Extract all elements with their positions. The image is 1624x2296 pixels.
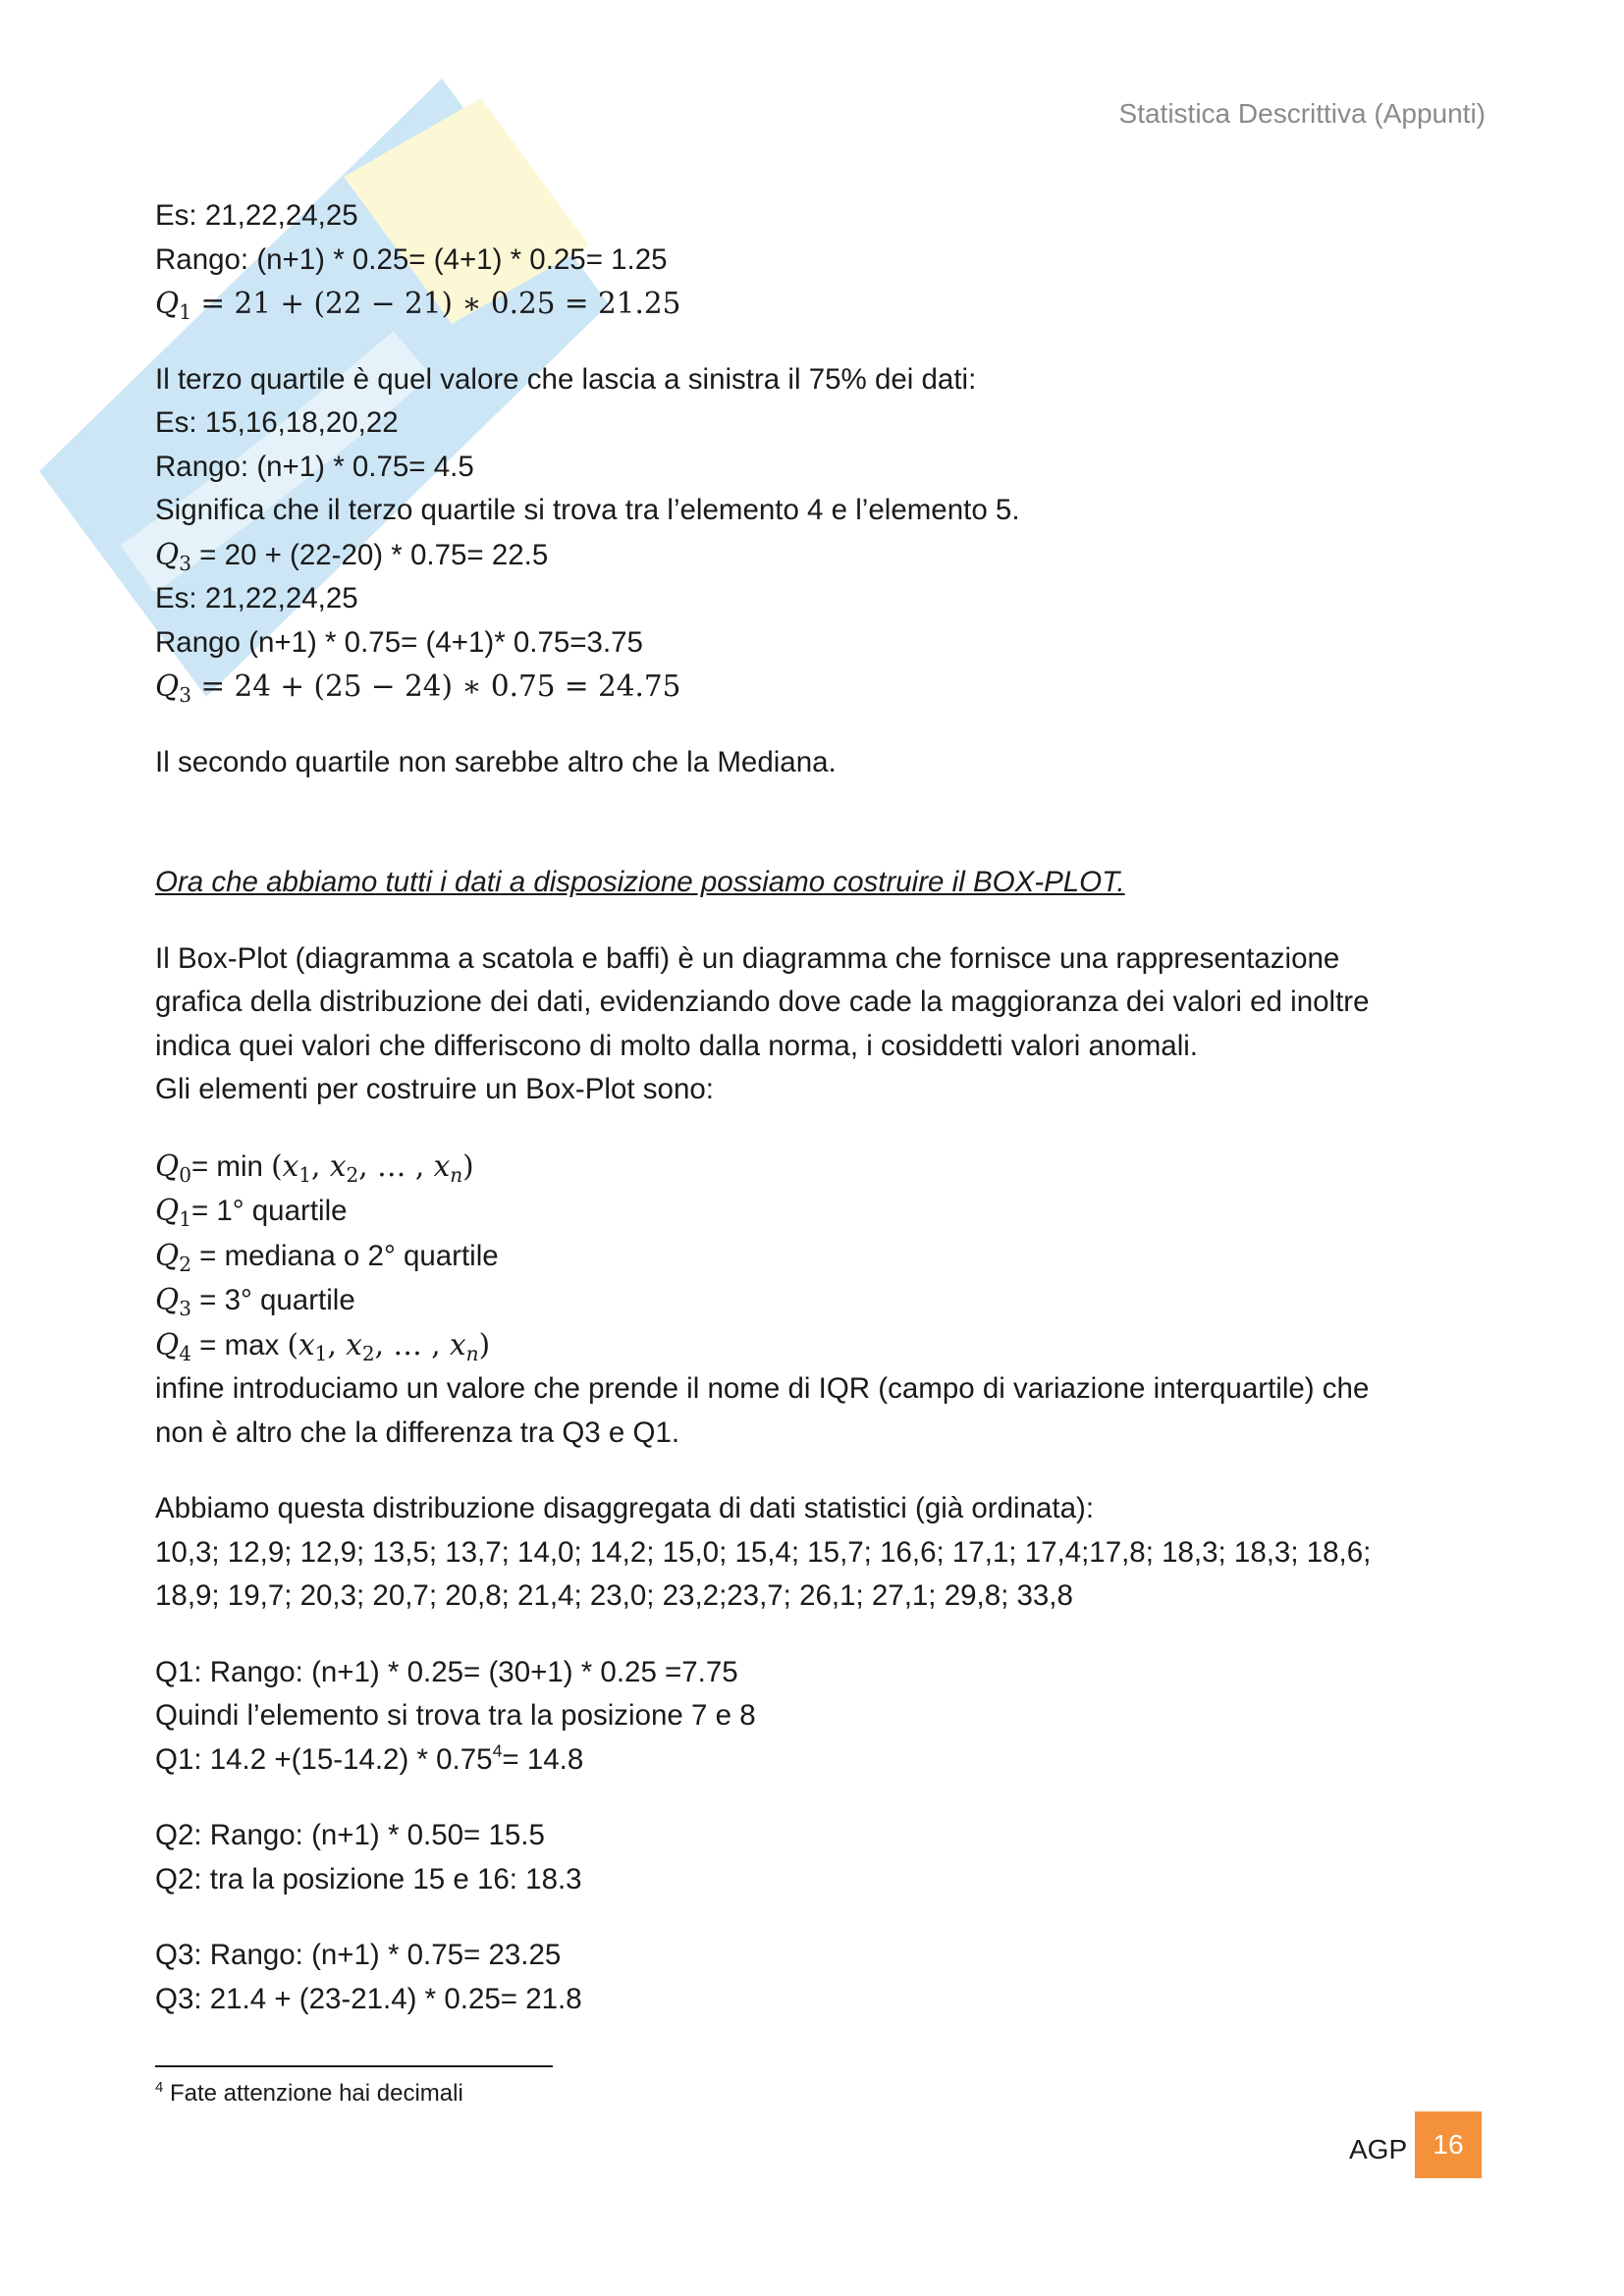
iqr-definition: infine introduciamo un valore che prende il nome di IQR (campo di variazione interquartile) che [155, 1372, 1370, 1405]
page-number-badge: 16 [1415, 2111, 1482, 2178]
boxplot-desc-line: Il Box-Plot (diagramma a scatola e baffi) è un diagramma che fornisce una rappresentazione [155, 941, 1340, 975]
second-quartile-note: Il secondo quartile non sarebbe altro che la Mediana. [155, 745, 837, 778]
q1-rank: Q1: Rango: (n+1) * 0.25= (30+1) * 0.25 =7.75 [155, 1655, 738, 1688]
q1-example-data: Es: 21,22,24,25 [155, 199, 358, 232]
distribution-intro: Abbiamo questa distribuzione disaggregata di dati statistici (già ordinata): [155, 1492, 1095, 1524]
element-q2: $Q_2$ = mediana o 2° quartile [155, 1238, 499, 1276]
q3-example1-data: Es: 15,16,18,20,22 [155, 406, 399, 439]
iqr-definition-cont: non è altro che la differenza tra Q3 e Q1. [155, 1415, 680, 1449]
element-q1: $Q_1= 1^\circ$ quartile [155, 1194, 348, 1232]
distribution-values-line1: 10,3; 12,9; 12,9; 13,5; 13,7; 14,0; 14,2; 15,0; 15,4; 15,7; 16,6; 17,1; 17,4;17,8; 18,3; 18,3; 18,6; [155, 1535, 1372, 1569]
page-body [155, 194, 1471, 2021]
q3-example1-formula: $Q_3 = 20 + (22-20) * 0.75= 22.5$ [155, 537, 549, 575]
boxplot-desc-line: grafica della distribuzione dei dati, evidenziando dove cade la maggioranza dei valori ed inoltre [155, 986, 1370, 1018]
element-q4: $Q_4 = \max (x_1$, $x_2$, … , $x_n$) [155, 1327, 491, 1365]
q3-definition: Il terzo quartile è quel valore che lascia a sinistra il 75% dei dati: [155, 362, 977, 396]
element-q3: $Q_3 = 3^\circ$ quartile [155, 1283, 355, 1321]
q3-example2-data: Es: 21,22,24,25 [155, 582, 358, 614]
footnote-separator [155, 2065, 553, 2067]
q2-rank: Q2: Rango: (n+1) * 0.50= 15.5 [155, 1819, 545, 1851]
distribution-values-line2: 18,9; 19,7; 20,3; 20,7; 20,8; 21,4; 23,0; 23,2;23,7; 26,1; 27,1; 29,8; 33,8 [155, 1579, 1073, 1612]
q1-example-formula: $Q_1 = 21 + (22 - 21)$ ∗ 0.25 = 21.25 [155, 287, 681, 325]
q3-result: Q3: 21.4 + (23-21.4) * 0.25= 21.8 [155, 1982, 582, 2015]
q3-example2-rank: Rango (n+1) * 0.75= (4+1)* 0.75=3.75 [155, 625, 643, 659]
footer-label: AGP [1349, 2134, 1408, 2164]
element-q0: $Q_0= \min (x_1$, $x_2$, … , $x_n$) [155, 1148, 474, 1187]
q1-position: Quindi l’elemento si trova tra la posizione 7 e 8 [155, 1699, 756, 1732]
q1-example-rank: Rango: (n+1) * 0.25= (4+1) * 0.25= 1.25 [155, 242, 668, 276]
q3-example1-rank: Rango: (n+1) * 0.75= 4.5 [155, 450, 474, 483]
q2-result: Q2: tra la posizione 15 e 16: 18.3 [155, 1862, 582, 1896]
footnote: $^4$ Fate attenzione hai decimali [155, 2080, 463, 2107]
boxplot-heading: Ora che abbiamo tutti i dati a disposizione possiamo costruire il BOX-PLOT. [155, 866, 1125, 898]
page-header-title: Statistica Descrittiva (Appunti) [1118, 98, 1486, 129]
boxplot-desc-line: Gli elementi per costruire un Box-Plot sono: [155, 1073, 714, 1105]
q3-rank: Q3: Rango: (n+1) * 0.75= 23.25 [155, 1939, 562, 1971]
boxplot-desc-line: indica quei valori che differiscono di molto dalla norma, i cosiddetti valori anomali. [155, 1029, 1198, 1062]
footnote-ref[interactable]: 4 [492, 1740, 503, 1761]
q3-example2-formula: $Q_3 = 24 + (25 - 24)$ ∗ 0.75 = 24.75 [155, 669, 681, 708]
q1-result: Q1: 14.2 +(15-14.2) * 0.75$^4$= 14.8 [155, 1740, 584, 1776]
q3-example1-explanation: Significa che il terzo quartile si trova tra l’elemento 4 e l’elemento 5. [155, 494, 1020, 526]
